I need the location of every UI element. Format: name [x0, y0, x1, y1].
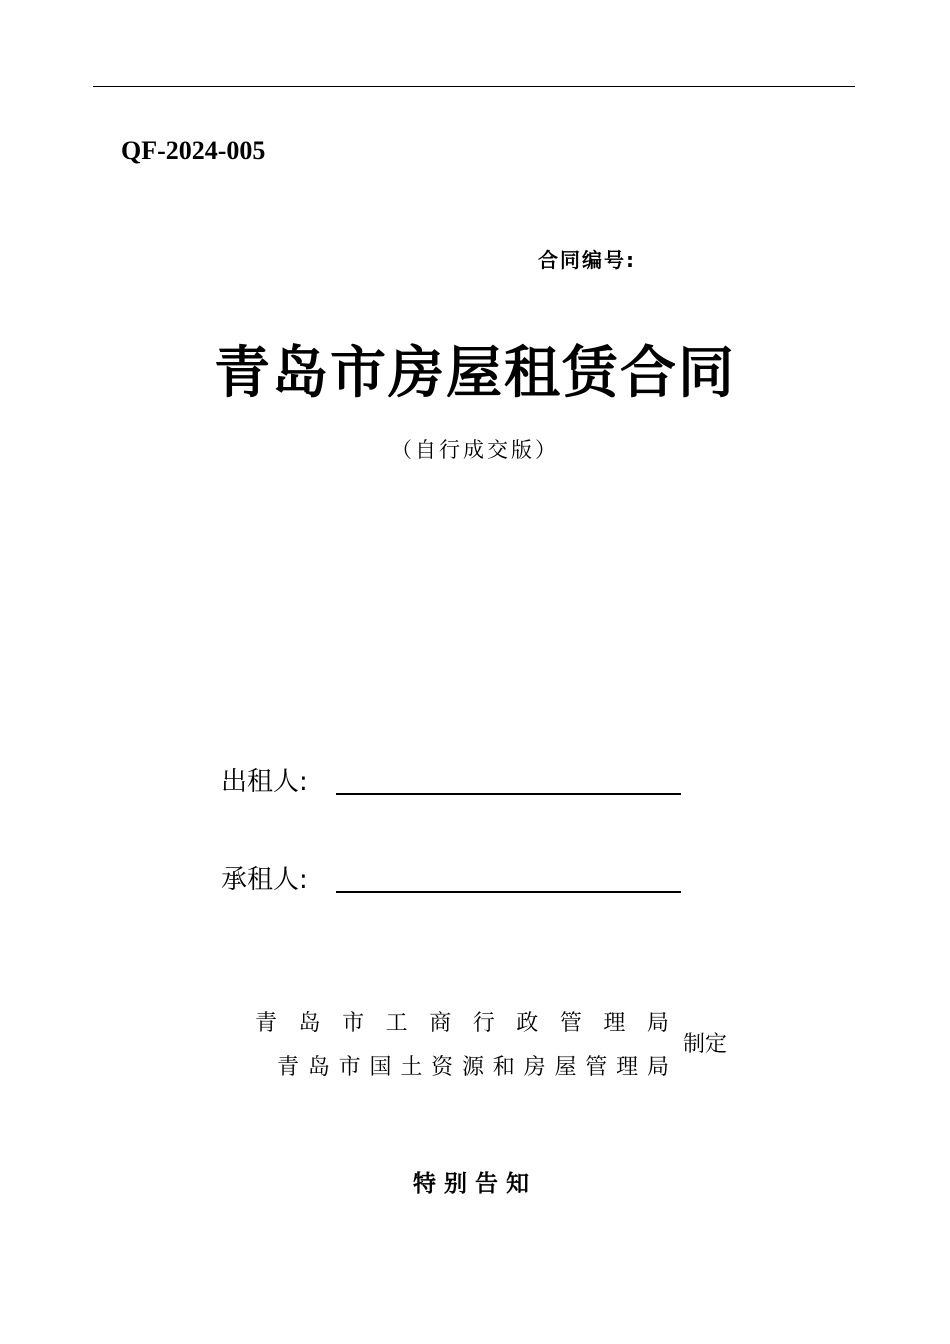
issuer-char: 工 — [385, 1011, 408, 1036]
issuer-char: 资 — [431, 1055, 454, 1080]
issuer-char: 市 — [338, 1055, 361, 1080]
issuer-block — [255, 1008, 755, 1088]
issuer-char: 局 — [646, 1011, 669, 1036]
issuer-suffix: 制定 — [683, 1032, 728, 1057]
lessee-signature-line — [336, 891, 681, 893]
contract-number-label: 合同编号: — [538, 248, 636, 272]
issuer-char: 理 — [603, 1011, 626, 1036]
issuer-line-1 — [255, 1008, 669, 1040]
lessor-label: 出租人: — [221, 767, 308, 797]
issuer-char: 岛 — [298, 1011, 321, 1036]
issuer-char: 商 — [429, 1011, 452, 1036]
lessor-signature-line — [336, 793, 681, 795]
issuer-char: 和 — [492, 1055, 515, 1080]
issuer-char: 理 — [616, 1055, 639, 1080]
document-subtitle: （自行成交版） — [391, 438, 559, 462]
issuer-char: 屋 — [554, 1055, 577, 1080]
issuer-char: 青 — [277, 1055, 300, 1080]
lessee-row — [221, 862, 691, 902]
issuer-line-2 — [277, 1052, 669, 1084]
issuer-char: 青 — [255, 1011, 278, 1036]
issuer-char: 政 — [516, 1011, 539, 1036]
issuer-char: 管 — [585, 1055, 608, 1080]
document-title: 青岛市房屋租赁合同 — [214, 341, 736, 406]
issuer-char: 土 — [400, 1055, 423, 1080]
issuer-char: 房 — [523, 1055, 546, 1080]
top-rule — [93, 86, 855, 87]
issuer-char: 岛 — [307, 1055, 330, 1080]
issuer-char: 市 — [342, 1011, 365, 1036]
document-code: QF-2024-005 — [121, 136, 266, 165]
issuer-char: 局 — [646, 1055, 669, 1080]
issuer-char: 源 — [461, 1055, 484, 1080]
special-notice-heading: 特别告知 — [413, 1171, 537, 1197]
issuer-char: 行 — [472, 1011, 495, 1036]
lessee-label: 承租人: — [221, 865, 308, 895]
issuer-char: 国 — [369, 1055, 392, 1080]
lessor-row — [221, 764, 691, 804]
issuer-char: 管 — [559, 1011, 582, 1036]
